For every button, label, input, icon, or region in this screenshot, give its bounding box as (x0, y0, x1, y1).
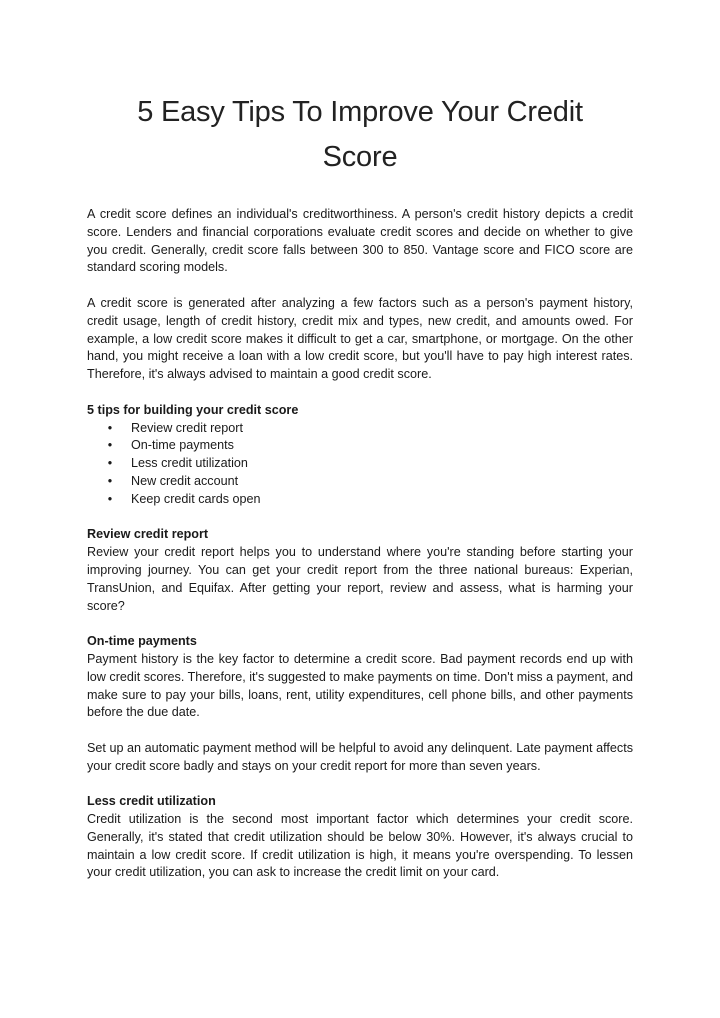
section-spacer (87, 776, 633, 794)
less-credit-utilization-section (87, 793, 633, 882)
section-paragraph: Credit utilization is the second most important factor which determines your credit score. Generally, it's stated that credit utilization should be below 30%. However, it's always crucial to maintain a low credit score. If credit utilization is high, it means you're overspending. To lessen your credit utilization, you can ask to increase the credit limit on your card. (87, 812, 633, 880)
review-credit-report-section (87, 526, 633, 615)
list-item-label: Keep credit cards open (131, 491, 261, 506)
list-item (105, 437, 633, 455)
bullet-icon: • (107, 438, 113, 453)
intro-section (87, 206, 633, 384)
paragraph-spacer (87, 722, 633, 740)
section-spacer (87, 615, 633, 633)
intro-paragraph: A credit score defines an individual's creditworthiness. A person's credit history depicts a credit score. Lenders and financial corporations evaluate credit scores and decide on whether to give you credit. Generally, credit score falls between 300 to 850. Vantage score and FICO score are standard scoring models. (87, 207, 633, 275)
section-spacer (87, 384, 633, 402)
section-paragraph: Review your credit report helps you to understand where you're standing before starting your improving journey. You can get your credit report from the three national bureaus: Experian, TransUnion, and Equifax. After getting your report, review and assess, what is harming your score? (87, 545, 633, 613)
on-time-payments-section (87, 633, 633, 775)
bullet-icon: • (107, 491, 113, 506)
section-heading: On-time payments (87, 634, 197, 649)
section-heading: Less credit utilization (87, 794, 216, 809)
list-item-label: Review credit report (131, 420, 243, 435)
bullet-icon: • (107, 420, 113, 435)
document-title: 5 Easy Tips To Improve Your Credit Score (137, 96, 583, 173)
paragraph-spacer (87, 277, 633, 295)
list-item (105, 491, 633, 509)
section-heading: Review credit report (87, 527, 209, 542)
bullet-icon: • (107, 456, 113, 471)
intro-paragraph: A credit score is generated after analyzing a few factors such as a person's payment history, credit usage, length of credit history, credit mix and types, new credit, and amounts owed. For example, a low credit score makes it difficult to get a car, smartphone, or mortgage. On the other hand, you might receive a loan with a low credit score, but you'll have to pay high interest rates. Therefore, it's always advised to maintain a good credit score. (87, 295, 633, 382)
list-item (105, 455, 633, 473)
tips-list (87, 420, 633, 509)
bullet-icon: • (107, 473, 113, 488)
section-paragraph: Set up an automatic payment method will be helpful to avoid any delinquent. Late payment affects your credit score badly and stays on your credit report for more than seven years. (87, 740, 633, 773)
section-spacer (87, 509, 633, 527)
list-item-label: On-time payments (131, 438, 234, 453)
section-paragraph: Payment history is the key factor to determine a credit score. Bad payment records end up with low credit scores. Therefore, it's suggested to make payments on time. Don't miss a payment, and make sure to pay your bills, loans, rent, utility expenditures, cell phone bills, and other payments before the due date. (87, 651, 633, 720)
list-item-label: New credit account (131, 473, 239, 488)
list-item-label: Less credit utilization (131, 456, 248, 471)
list-item (105, 473, 633, 491)
tips-section (87, 402, 633, 509)
tips-heading: 5 tips for building your credit score (87, 402, 299, 417)
list-item (105, 420, 633, 438)
